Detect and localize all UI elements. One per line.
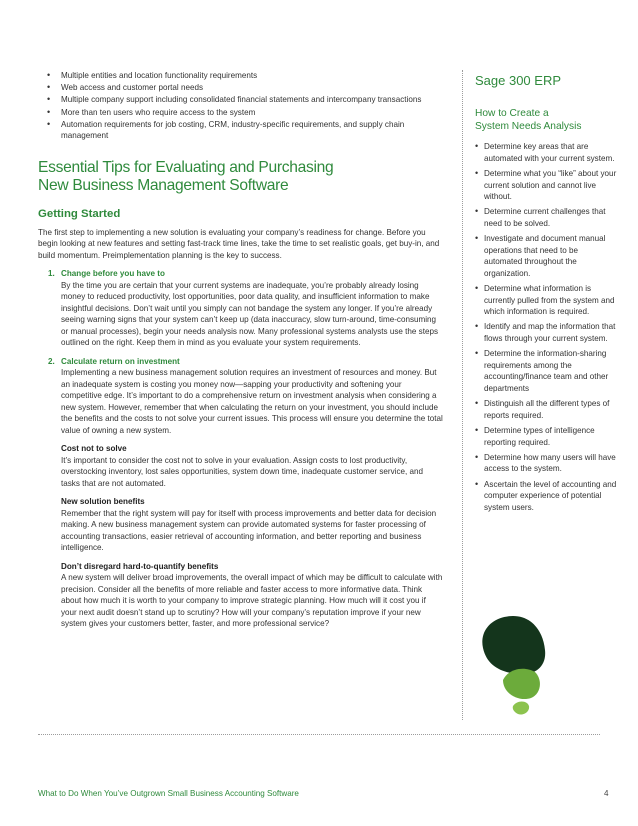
list-item: • Determine types of intelligence reporting required. bbox=[475, 425, 617, 448]
requirements-list bbox=[38, 70, 443, 142]
list-item: • More than ten users who require access to the system bbox=[47, 107, 443, 119]
list-item: • Ascertain the level of accounting and computer experience of potential system users. bbox=[475, 479, 617, 514]
list-item: • Identify and map the information that flows through your current system. bbox=[475, 321, 617, 344]
sidebar-title-line: How to Create a bbox=[475, 108, 549, 119]
list-item: • Determine what information is currently pulled from the system and which information is required. bbox=[475, 283, 617, 318]
brand-name: Sage 300 ERP bbox=[475, 73, 562, 88]
list-item: • Automation requirements for job costing, CRM, industry-specific requirements, and supply chain management bbox=[47, 119, 443, 142]
subsection-body: Remember that the right system will pay for itself with process improvements and better data for decision making. A new business management system can provide automated systems for faster processing of accounting transactions, easier retrieval of accounting information, and better reporting and business intelligence. bbox=[61, 508, 437, 553]
subsection-title: Cost not to solve bbox=[61, 444, 127, 454]
dark-leaf-shape bbox=[482, 616, 545, 674]
column-divider bbox=[462, 70, 463, 720]
subsection-body: A new system will deliver broad improvements, the overall impact of which may be difficult to calculate with precision. Consider all the benefits of more reliable and faster access to more informative data. Think about how much it is worth to your company to improve strategic planning. How much will it cost you if your next audit doesn’t stand up to scrutiny? How will your company’s reputation improve if your new system gives your customers better, faster, and more professional service? bbox=[61, 573, 443, 629]
list-item: • Distinguish all the different types of reports required. bbox=[475, 398, 617, 421]
item-number: 1. bbox=[48, 269, 55, 279]
subsection bbox=[61, 561, 443, 630]
green-leaf-shape bbox=[503, 669, 540, 699]
item-body: Implementing a new business management solution requires an investment of resources and money. But an inadequate system is costing you money now—sapping your productivity and softening your competitive edge. It’s important to do a comprehensive return on investment analysis when considering a new system. However, remember that when calculating the return on your investment, you should include the benefits and the costs to not solve your current issues. This process will ensure you determine the total value of owning a new system. bbox=[61, 368, 443, 435]
subsection bbox=[61, 443, 443, 489]
sidebar bbox=[475, 73, 617, 517]
list-item: • Web access and customer portal needs bbox=[47, 82, 443, 94]
subsection bbox=[61, 496, 443, 554]
heading-line: New Business Management Software bbox=[38, 176, 289, 194]
footer-title: What to Do When You’ve Outgrown Small Business Accounting Software bbox=[38, 789, 299, 798]
list-item: • Multiple company support including consolidated financial statements and intercompany transactions bbox=[47, 94, 443, 106]
page-number: 4 bbox=[604, 789, 609, 798]
list-item: • Determine current challenges that need to be solved. bbox=[475, 206, 617, 229]
sidebar-title-line: System Needs Analysis bbox=[475, 120, 582, 132]
list-item: • Multiple entities and location functionality requirements bbox=[47, 70, 443, 82]
light-leaf-shape bbox=[513, 702, 529, 715]
subsection-body: It’s important to consider the cost not to solve in your evaluation. Assign costs to lost productivity, overstocking inventory, lost sales opportunities, system down time, inadequate customer service, and tasks that are not automated. bbox=[61, 455, 423, 488]
item-title: Calculate return on investment bbox=[61, 356, 180, 366]
intro-paragraph: The first step to implementing a new solution is evaluating your company’s readiness for change. Before you begin looking at new features and setting fast-track time lines, take the time to set realistic goals, get buy-in, and build momentum. Preimplementation planning is the key to success. bbox=[38, 227, 440, 260]
item-title: Change before you have to bbox=[61, 269, 165, 279]
item-number: 2. bbox=[48, 356, 55, 366]
list-item: • Determine the information-sharing requirements among the accounting/finance team and other departments bbox=[475, 348, 617, 394]
needs-analysis-list bbox=[475, 141, 617, 513]
main-column bbox=[38, 70, 443, 637]
numbered-item bbox=[38, 268, 443, 349]
section-heading bbox=[38, 159, 443, 195]
item-body: By the time you are certain that your current systems are inadequate, you’re probably already losing money to reduced productivity, lost opportunities, poor data quality, and insufficient information to make insightful decisions. Don’t wait until you simply can not bandage the system any longer. If you’re already seeing warning signs that your system can’t keep up (data inaccuracy, slow turn-around, time-consuming or manual processes), begin your needs analysis now. Many professional systems analysts use the steps outlined on the right. Keep them in mind as you evaluate your system requirements. bbox=[61, 280, 438, 348]
list-item: • Determine key areas that are automated with your current system. bbox=[475, 141, 617, 164]
list-item: • Investigate and document manual operations that need to be automated throughout the organization. bbox=[475, 233, 617, 279]
list-item: • Determine what you “like” about your current solution and cannot live without. bbox=[475, 168, 617, 203]
heading-line: Essential Tips for Evaluating and Purchasing bbox=[38, 158, 334, 176]
numbered-list bbox=[38, 268, 443, 630]
subsection-title: Don’t disregard hard-to-quantify benefits bbox=[61, 561, 219, 571]
subheading: Getting Started bbox=[38, 207, 121, 220]
numbered-item bbox=[38, 356, 443, 630]
subsection-title: New solution benefits bbox=[61, 497, 145, 507]
leaf-graphic bbox=[473, 610, 553, 718]
list-item: • Determine how many users will have access to the system. bbox=[475, 452, 617, 475]
sidebar-title bbox=[475, 108, 617, 133]
footer-divider bbox=[38, 734, 600, 735]
